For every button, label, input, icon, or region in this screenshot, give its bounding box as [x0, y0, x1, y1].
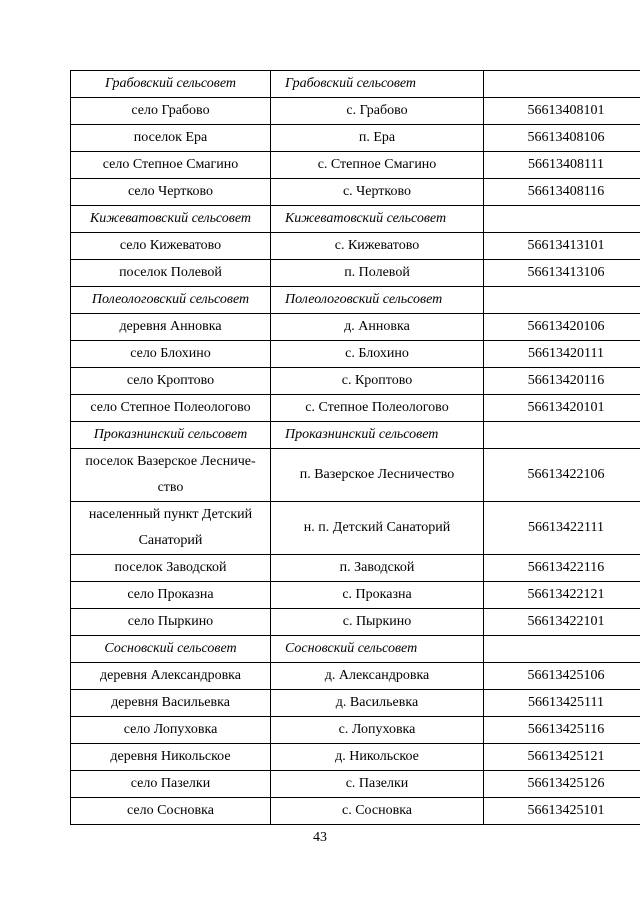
table-row	[71, 609, 640, 636]
settlement-abbrev-cell: Проказнинский сельсовет	[271, 422, 484, 449]
settlement-name-cell: деревня Васильевка	[71, 690, 271, 717]
settlement-code-cell: 56613408106	[484, 125, 640, 152]
table-row	[71, 690, 640, 717]
settlement-name-cell: поселок Вазерское Лесниче-ство	[71, 449, 271, 502]
settlement-code-cell: 56613420101	[484, 395, 640, 422]
council-header-row	[71, 636, 640, 663]
settlement-name-cell: деревня Анновка	[71, 314, 271, 341]
table-row	[71, 98, 640, 125]
settlement-abbrev-cell: д. Анновка	[271, 314, 484, 341]
settlement-name-cell: поселок Заводской	[71, 555, 271, 582]
settlement-code-cell: 56613425106	[484, 663, 640, 690]
settlement-abbrev-cell: д. Васильевка	[271, 690, 484, 717]
settlement-name-cell: поселок Полевой	[71, 260, 271, 287]
settlement-name-cell: деревня Никольское	[71, 744, 271, 771]
settlement-code-cell	[484, 71, 640, 98]
settlement-abbrev-cell: с. Блохино	[271, 341, 484, 368]
council-header-row	[71, 71, 640, 98]
settlement-abbrev-cell: Грабовский сельсовет	[271, 71, 484, 98]
table-row	[71, 555, 640, 582]
settlement-abbrev-cell: Сосновский сельсовет	[271, 636, 484, 663]
settlement-abbrev-cell: с. Пыркино	[271, 609, 484, 636]
settlement-code-cell	[484, 206, 640, 233]
settlement-name-cell: село Степное Смагино	[71, 152, 271, 179]
settlement-code-cell: 56613425126	[484, 771, 640, 798]
settlements-table-body	[71, 71, 640, 825]
table-row	[71, 341, 640, 368]
settlement-abbrev-cell: с. Чертково	[271, 179, 484, 206]
table-row	[71, 179, 640, 206]
council-header-row	[71, 206, 640, 233]
settlement-name-cell: населенный пункт Детский Санаторий	[71, 502, 271, 555]
settlement-name-cell: поселок Ера	[71, 125, 271, 152]
settlement-name-cell: село Блохино	[71, 341, 271, 368]
settlement-code-cell: 56613420116	[484, 368, 640, 395]
settlement-abbrev-cell: с. Сосновка	[271, 798, 484, 825]
settlement-abbrev-cell: Полеологовский сельсовет	[271, 287, 484, 314]
settlement-code-cell: 56613413101	[484, 233, 640, 260]
settlement-code-cell: 56613425121	[484, 744, 640, 771]
settlement-name-cell: село Пыркино	[71, 609, 271, 636]
table-row	[71, 798, 640, 825]
page-number: 43	[313, 830, 327, 845]
table-row	[71, 233, 640, 260]
settlement-code-cell: 56613422111	[484, 502, 640, 555]
settlement-abbrev-cell: н. п. Детский Санаторий	[271, 502, 484, 555]
table-row	[71, 582, 640, 609]
settlement-code-cell	[484, 287, 640, 314]
settlement-code-cell: 56613422121	[484, 582, 640, 609]
settlement-name-cell: село Лопуховка	[71, 717, 271, 744]
table-row	[71, 125, 640, 152]
settlement-abbrev-cell: с. Лопуховка	[271, 717, 484, 744]
settlement-name-cell: Проказнинский сельсовет	[71, 422, 271, 449]
settlement-name-cell: деревня Александровка	[71, 663, 271, 690]
settlement-code-cell: 56613413106	[484, 260, 640, 287]
settlement-code-cell: 56613425116	[484, 717, 640, 744]
settlement-name-cell: село Пазелки	[71, 771, 271, 798]
settlement-abbrev-cell: с. Кижеватово	[271, 233, 484, 260]
table-row	[71, 663, 640, 690]
settlement-name-cell: село Проказна	[71, 582, 271, 609]
settlement-name-cell: Сосновский сельсовет	[71, 636, 271, 663]
settlement-name-cell: село Степное Полеологово	[71, 395, 271, 422]
settlement-abbrev-cell: с. Пазелки	[271, 771, 484, 798]
settlement-code-cell: 56613425101	[484, 798, 640, 825]
settlement-abbrev-cell: с. Кроптово	[271, 368, 484, 395]
settlement-name-cell: село Сосновка	[71, 798, 271, 825]
settlement-name-cell: село Кроптово	[71, 368, 271, 395]
settlement-abbrev-cell: с. Степное Смагино	[271, 152, 484, 179]
table-row	[71, 314, 640, 341]
settlement-abbrev-cell: п. Вазерское Лесничество	[271, 449, 484, 502]
settlement-code-cell: 56613408101	[484, 98, 640, 125]
settlement-code-cell: 56613422101	[484, 609, 640, 636]
settlement-name-cell: село Чертково	[71, 179, 271, 206]
table-row	[71, 260, 640, 287]
table-row	[71, 395, 640, 422]
settlement-abbrev-cell: д. Александровка	[271, 663, 484, 690]
settlement-name-cell: Грабовский сельсовет	[71, 71, 271, 98]
settlement-abbrev-cell: с. Степное Полеологово	[271, 395, 484, 422]
council-header-row	[71, 287, 640, 314]
settlement-abbrev-cell: д. Никольское	[271, 744, 484, 771]
settlement-name-cell: Полеологовский сельсовет	[71, 287, 271, 314]
council-header-row	[71, 422, 640, 449]
settlement-abbrev-cell: п. Ера	[271, 125, 484, 152]
settlement-abbrev-cell: п. Полевой	[271, 260, 484, 287]
table-row	[71, 449, 640, 502]
settlement-name-cell: село Грабово	[71, 98, 271, 125]
settlement-name-cell: село Кижеватово	[71, 233, 271, 260]
table-row	[71, 744, 640, 771]
settlements-table	[70, 70, 640, 825]
settlement-code-cell	[484, 636, 640, 663]
settlement-code-cell: 56613422106	[484, 449, 640, 502]
table-row	[71, 502, 640, 555]
settlement-code-cell: 56613408111	[484, 152, 640, 179]
settlement-abbrev-cell: с. Проказна	[271, 582, 484, 609]
settlement-code-cell: 56613408116	[484, 179, 640, 206]
settlement-code-cell: 56613420106	[484, 314, 640, 341]
settlement-code-cell: 56613422116	[484, 555, 640, 582]
settlement-abbrev-cell: п. Заводской	[271, 555, 484, 582]
settlement-abbrev-cell: с. Грабово	[271, 98, 484, 125]
settlement-name-cell: Кижеватовский сельсовет	[71, 206, 271, 233]
table-row	[71, 152, 640, 179]
settlement-abbrev-cell: Кижеватовский сельсовет	[271, 206, 484, 233]
settlement-code-cell	[484, 422, 640, 449]
table-row	[71, 717, 640, 744]
table-row	[71, 368, 640, 395]
settlement-code-cell: 56613425111	[484, 690, 640, 717]
settlement-code-cell: 56613420111	[484, 341, 640, 368]
table-row	[71, 771, 640, 798]
